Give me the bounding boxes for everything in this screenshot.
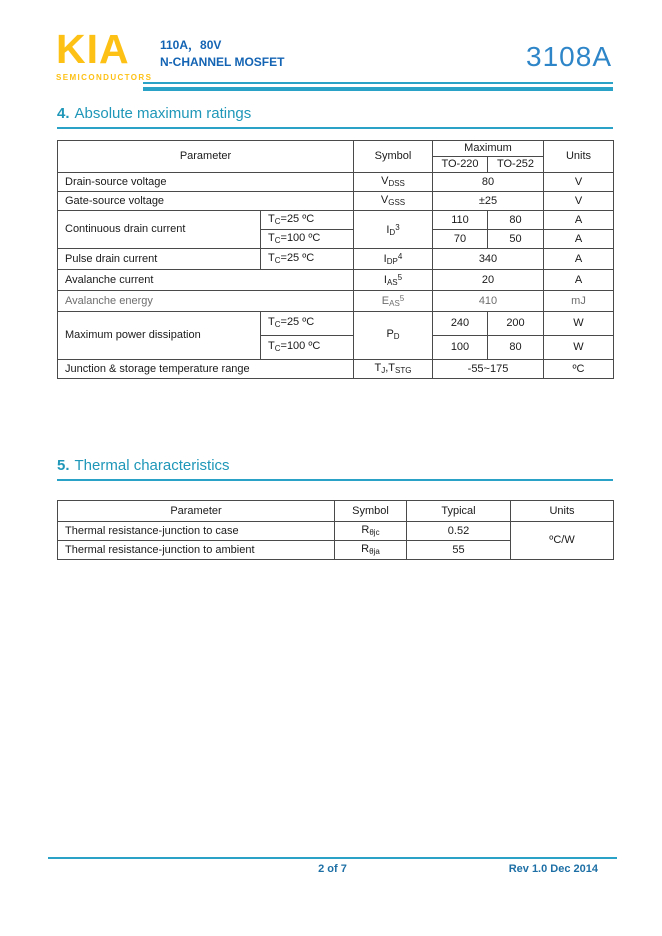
table-cell: 410 (433, 291, 544, 312)
header-rule-thin (143, 82, 613, 84)
revision-label: Rev 1.0 Dec 2014 (508, 863, 598, 875)
table-cell: Thermal resistance-junction to case (58, 522, 335, 541)
section-title-text: Absolute maximum ratings (74, 105, 252, 122)
table-cell: ±25 (433, 192, 544, 211)
table-row (58, 522, 614, 541)
absolute-maximum-ratings-table (57, 140, 614, 379)
section-heading (57, 456, 613, 475)
table-cell: V (544, 192, 614, 211)
table-header-row (58, 141, 614, 157)
table-row (58, 360, 614, 379)
table-cell: V (544, 173, 614, 192)
section-thermal-characteristics (57, 456, 613, 481)
header-cell: Parameter (58, 141, 354, 173)
section-absolute-maximum-ratings (57, 104, 613, 129)
table-cell: $T_J,T_{STG}$ (354, 360, 433, 379)
logo-text: KIA (56, 26, 130, 72)
header-cell: TO-220 (433, 157, 488, 173)
table-cell: $E_{AS}^5$ (354, 291, 433, 312)
table-cell: 240 (433, 312, 488, 336)
table-cell: A (544, 249, 614, 270)
header-cell: Symbol (335, 501, 407, 522)
table-cell: A (544, 270, 614, 291)
logo-subtext: SEMICONDUCTORS (56, 72, 153, 82)
table-cell: Thermal resistance-junction to ambient (58, 541, 335, 560)
header-rule-thick (143, 87, 613, 91)
table-cell: $R_{\theta jc}$ (335, 522, 407, 541)
table-cell: $P_D$ (354, 312, 433, 360)
table-row (58, 249, 614, 270)
header-cell: Units (544, 141, 614, 173)
table-cell: Drain-source voltage (58, 173, 354, 192)
section-number: 5. (57, 457, 70, 474)
device-type: N-CHANNEL MOSFET (160, 55, 285, 69)
table-cell: $T_C=25$ ºC (261, 249, 354, 270)
table-cell: $T_C=100$ ºC (261, 336, 354, 360)
table-cell: $I_D^3$ (354, 211, 433, 249)
section-number: 4. (57, 105, 70, 122)
table-cell: mJ (544, 291, 614, 312)
table-cell: 200 (488, 312, 544, 336)
device-summary (160, 37, 284, 71)
table-cell: 100 (433, 336, 488, 360)
section-underline (57, 127, 613, 129)
header-cell: TO-252 (488, 157, 544, 173)
table-cell: Gate-source voltage (58, 192, 354, 211)
table-cell: ºC/W (511, 522, 614, 560)
table-row (58, 312, 614, 336)
table-cell: 340 (433, 249, 544, 270)
table-cell: Continuous drain current (58, 211, 261, 249)
header-cell: Maximum (433, 141, 544, 157)
table-cell: $I_{AS}^5$ (354, 270, 433, 291)
table-row (58, 211, 614, 230)
table-cell: 70 (433, 230, 488, 249)
table-cell: $V_{GSS}$ (354, 192, 433, 211)
table-row (58, 270, 614, 291)
table-cell: ºC (544, 360, 614, 379)
table-cell: Pulse drain current (58, 249, 261, 270)
header-cell: Typical (407, 501, 511, 522)
table-row (58, 173, 614, 192)
part-number: 3108A (526, 41, 612, 72)
page-number: 2 of 7 (318, 863, 347, 875)
table-cell: 50 (488, 230, 544, 249)
table-cell: 20 (433, 270, 544, 291)
table-cell: $I_{DP}^4$ (354, 249, 433, 270)
table-cell: -55~175 (433, 360, 544, 379)
table-row (58, 192, 614, 211)
table-cell: Maximum power dissipation (58, 312, 261, 360)
table-row (58, 291, 614, 312)
table-cell: Junction & storage temperature range (58, 360, 354, 379)
table-cell: $R_{\theta ja}$ (335, 541, 407, 560)
table-cell: Avalanche energy (58, 291, 354, 312)
table-cell: A (544, 211, 614, 230)
table-cell: 55 (407, 541, 511, 560)
table-cell: 0.52 (407, 522, 511, 541)
section-heading (57, 104, 613, 123)
section-underline (57, 479, 613, 481)
table-cell: $T_C=100$ ºC (261, 230, 354, 249)
table-cell: 110 (433, 211, 488, 230)
table-cell: W (544, 336, 614, 360)
table-cell: $T_C=25$ ºC (261, 312, 354, 336)
device-rating: 110A，80V (160, 38, 222, 52)
table-cell: Avalanche current (58, 270, 354, 291)
table-cell: 80 (433, 173, 544, 192)
table-cell: W (544, 312, 614, 336)
header-cell: Symbol (354, 141, 433, 173)
table-cell: 80 (488, 336, 544, 360)
table-cell: A (544, 230, 614, 249)
table-cell: $T_C=25$ ºC (261, 211, 354, 230)
section-title-text: Thermal characteristics (74, 457, 230, 474)
thermal-characteristics-table (57, 500, 614, 560)
header-cell: Parameter (58, 501, 335, 522)
kia-logo (56, 26, 153, 82)
table-cell: $V_{DSS}$ (354, 173, 433, 192)
footer-rule (48, 857, 617, 859)
header-cell: Units (511, 501, 614, 522)
table-cell: 80 (488, 211, 544, 230)
table-header-row (58, 501, 614, 522)
